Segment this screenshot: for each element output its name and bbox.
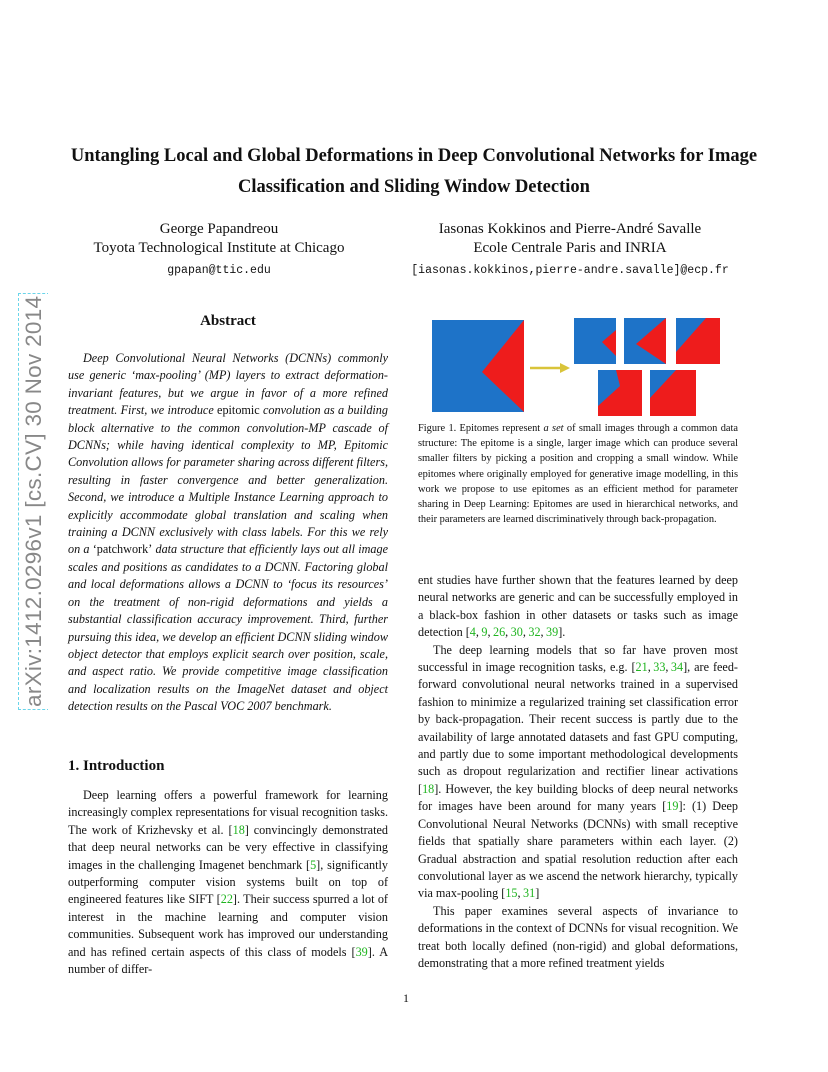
citation-link[interactable]: 18: [232, 822, 245, 837]
intro-text: ] convincingly demonstrated that deep neural networks can be very effective in classifying images in the challenging Imagenet benchmark [: [68, 822, 388, 872]
body-text: ], are feed-forward convolutional neural networks trained in a supervised fashion to minimize a regularized training set classification error by back-propagation. Their recent success is partly due to the availability of large annotated datasets and fast GPU computing, and partly due to some important methodological developments such as dropout regularization and rectifier linear activations [: [418, 660, 738, 796]
citation-link[interactable]: 5: [310, 857, 317, 872]
body-text: ent studies have further shown that the features learned by deep neural networks are generic and can be successfully employed in a black-box fashion in other datasets or tasks such as image detection [: [418, 573, 738, 640]
body-text: ]: (1) Deep Convolutional Neural Networks (DCNNs) with small receptive fields that spatially share parameters within each layer. (2) Gradual abstraction and spatial resolution reduction after each convolutional layer as we ascend the network hierarchy, typically via max-pooling [: [418, 799, 738, 901]
intro-text: ]. A number of differ-: [68, 944, 388, 977]
epitome-large: [432, 320, 524, 412]
author-affiliation: Toyota Technological Institute at Chicago: [93, 240, 345, 256]
arrow-head: [560, 363, 570, 373]
body-text: ].: [558, 625, 566, 640]
citation-link[interactable]: 30: [510, 625, 523, 640]
citation-link[interactable]: 19: [666, 799, 679, 814]
arrow: [530, 363, 570, 373]
paper-title: Untangling Local and Global Deformations in Deep Convolutional Networks for Image Classification and Sliding Window Detection: [70, 146, 758, 197]
abstract-text: convolution as a building block alternative to the common convolution-MP cascade of DCNNs; while having identical complexity to MP, Epitomic Convolution allows for parameter sharing across different filters, resulting in faster convergence and better generalization. Second, we introduce a Multiple Instance Learning approach to explicitly accommodate global translation and scaling when training a DCNN exclusively with class labels. For this we rely on a: [68, 403, 388, 557]
author-affiliation: Ecole Centrale Paris and INRIA: [473, 240, 667, 256]
author-email: [iasonas.kokkinos,pierre-andre.savalle]@ecp.fr: [411, 264, 729, 277]
body-text: The deep learning models that so far have proven most successful in image recognition tasks, e.g. [: [418, 642, 738, 675]
body-paragraph: This paper examines several aspects of invariance to deformations in the context of DCNNs for visual recognition. We treat both locally defined (non-rigid) and global deformations, demonstrating that a more refined treatment yields: [418, 903, 738, 970]
abstract-text: data structure that efficiently lays out all image scales and positions as candidates to a DCNN. Factoring global and local deformations allows a DCNN to ‘focus its resources’ on the treatment of non-rigid deformations and yields a substantial classification accuracy improvement. Third, further pursuing this idea, we develop an efficient DCNN sliding window object detector that employs explicit search over position, scale, and aspect ratio. We provide competitive image classification and localization results on the ImageNet dataset and object detection results on the Pascal VOC 2007 benchmark.: [68, 542, 389, 714]
page-number: 1: [403, 991, 409, 1005]
author-name: George Papandreou: [159, 221, 279, 237]
filter-tiles: [574, 318, 720, 416]
arxiv-stamp: [18, 262, 48, 742]
right-column-body: [418, 572, 738, 972]
abstract-term-patchwork: ‘patchwork’: [92, 542, 153, 557]
intro-paragraph: [68, 787, 388, 978]
citation-link[interactable]: 33: [653, 660, 666, 675]
abstract-heading: Abstract: [200, 313, 256, 329]
intro-heading: 1. Introduction: [68, 758, 165, 774]
citation-link[interactable]: 21: [635, 660, 648, 675]
author-email: gpapan@ttic.edu: [167, 264, 271, 277]
abstract-body: [68, 350, 388, 716]
intro-text: ], significantly outperforming computer vision systems built on top of engineered features like SIFT [: [68, 857, 388, 907]
author-block-1: [60, 220, 378, 281]
abstract-term-epitomic: epitomic: [217, 403, 260, 418]
citation-link[interactable]: 34: [670, 660, 684, 675]
citation-link[interactable]: 39: [546, 625, 559, 640]
citation-link[interactable]: 15: [505, 886, 518, 901]
citation-link[interactable]: 18: [422, 781, 435, 796]
author-name: Iasonas Kokkinos and Pierre-André Savalle: [438, 221, 702, 237]
citation-link[interactable]: 26: [492, 625, 506, 640]
figure-1-epitome-diagram: [430, 316, 730, 418]
body-paragraph: The deep learning models that so far have proven most successful in image recognition tasks, e.g. [21, 33, 34], are feed-forward convolutional neural networks trained in a supervised fashion to minimize a regularized training set classification error by back-propagation. Their recent success is partly due to the availability of large annotated datasets and fast GPU computing, and partly due to some important methodological developments such as dropout regularization and rectifier linear activations [18]. However, the key building blocks of deep neural networks for images have been around for many years [19]: (1) Deep Convolutional Neural Networks (DCNNs) with small receptive fields that spatially share parameters within each layer. (2) Gradual abstraction and spatial resolution reduction after each convolutional layer as we ascend the network hierarchy, typically via max-pooling [15, 31]: [418, 642, 738, 901]
citation-link[interactable]: 4: [469, 625, 476, 640]
author-block-2: [380, 220, 760, 281]
figure-1-caption: [418, 421, 738, 527]
citation-link[interactable]: 32: [528, 625, 541, 640]
intro-text: Deep learning offers a powerful framework for learning increasingly complex representations for visual recognition tasks. The work of Krizhevsky et al. [: [68, 788, 388, 837]
body-text: ]. However, the key building blocks of deep neural networks for images have been around for many years [: [418, 781, 738, 814]
caption-text: Figure 1. Epitomes represent: [418, 423, 544, 434]
abstract-text: Deep Convolutional Neural Networks (DCNNs) commonly use generic ‘max-pooling’ (MP) layers to extract deformation-invariant features, but we argue in favor of a more refined treatment. First, we introduce: [68, 351, 388, 418]
caption-text: of small images through a common data structure: The epitome is a single, larger image which can produce several smaller filters by picking a position and cropping a small window. While epitomes where originally employed for generative image modelling, in this work we propose to use epitomes as an efficient method for parameter sharing in Deep Learning: Epitomes are used in hierarchical networks, and their parameters are learned discriminatively through back-propagation.: [418, 423, 738, 526]
body-paragraph: ent studies have further shown that the features learned by deep neural networks are generic and can be successfully employed in a black-box fashion in other datasets or tasks such as image detection [4, 9, 26, 30, 32, 39].: [418, 573, 738, 640]
citation-link[interactable]: 9: [481, 625, 488, 640]
arxiv-stamp-text: arXiv:1412.0296v1 [cs.CV] 30 Nov 2014: [18, 293, 48, 710]
intro-text: ]. Their success spurred a lot of interest in the machine learning and computer vision communities. Subsequent work has improved our understanding and has refined certain aspects of this class of models [: [68, 892, 388, 959]
caption-emphasis: a set: [543, 423, 564, 434]
citation-link[interactable]: 39: [355, 944, 368, 959]
abstract-paragraph: [68, 350, 388, 716]
intro-body: [68, 787, 388, 978]
citation-link[interactable]: 22: [220, 892, 233, 907]
citation-link[interactable]: 31: [523, 886, 536, 901]
body-text: ]: [535, 886, 540, 901]
